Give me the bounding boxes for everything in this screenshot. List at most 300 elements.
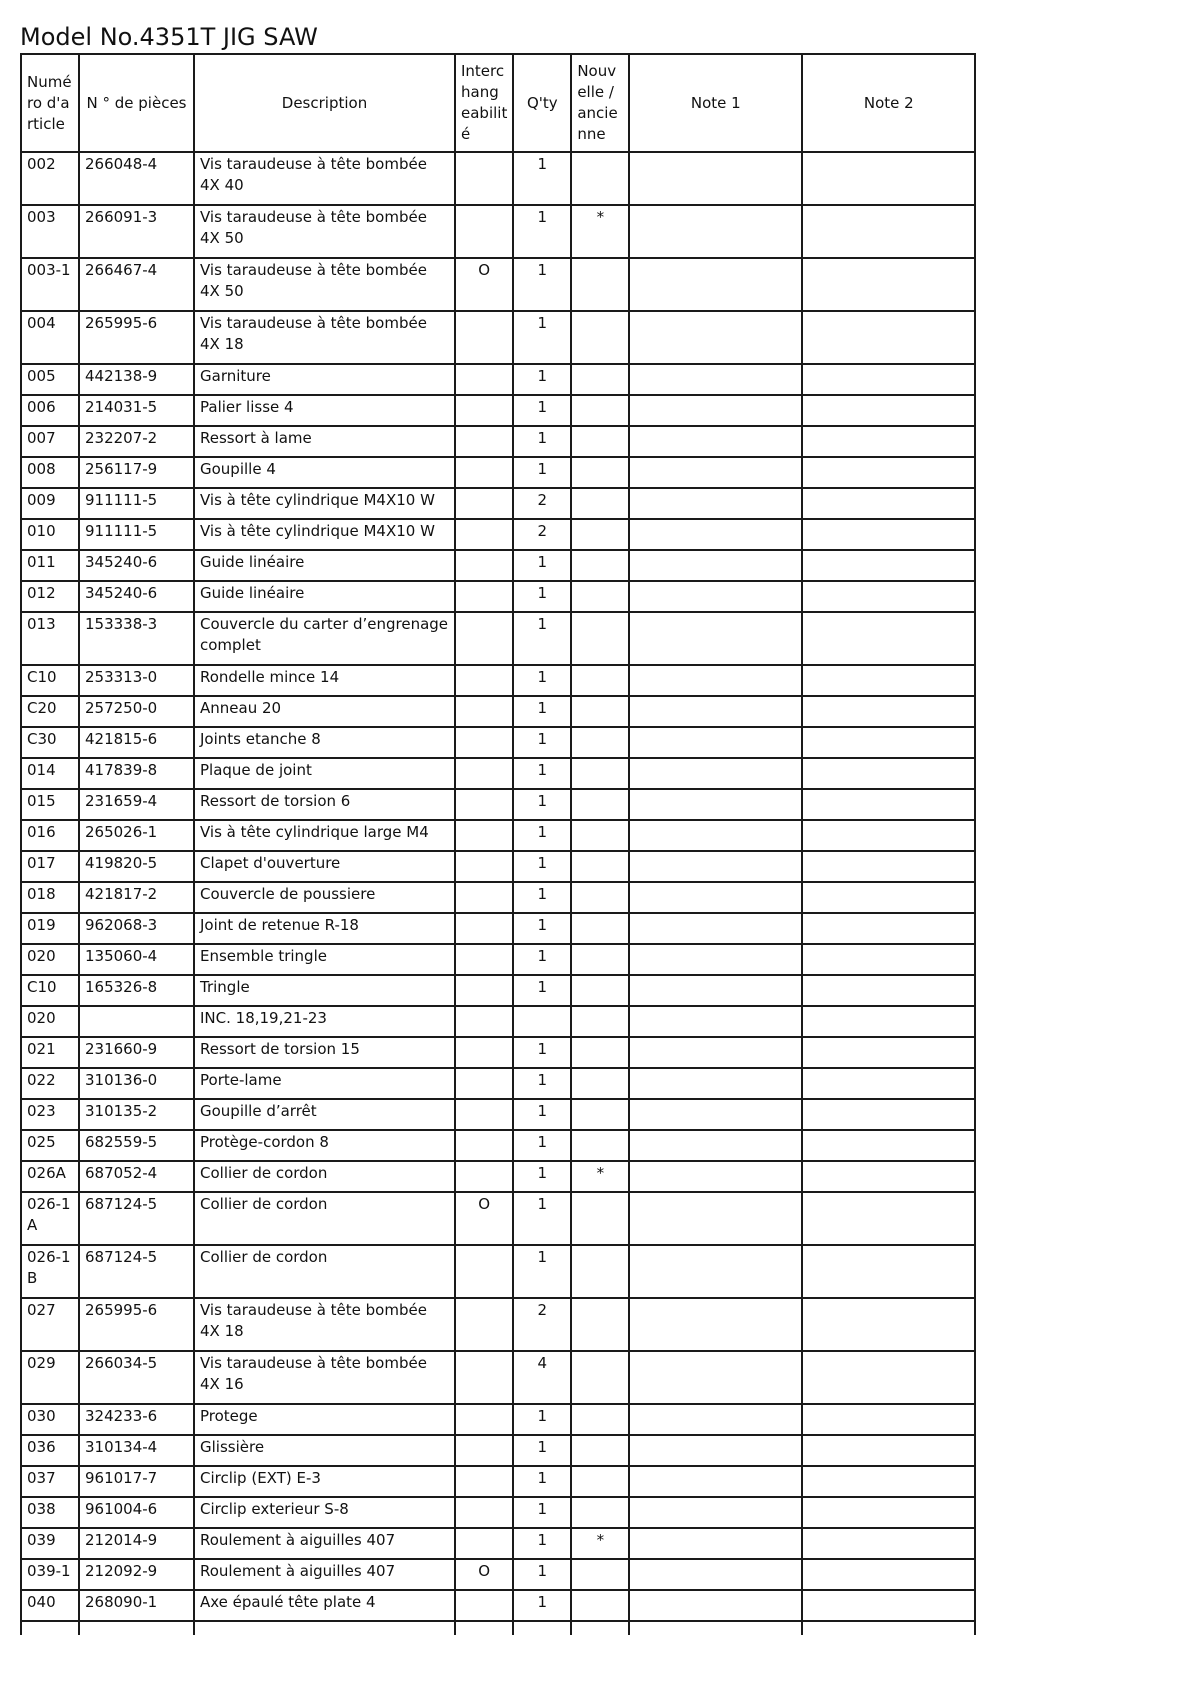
cell-part-number: 266034-5: [79, 1351, 194, 1404]
cell-part-number: 135060-4: [79, 944, 194, 975]
cell-quantity: 1: [513, 550, 571, 581]
cell-interchangeability: [455, 205, 513, 258]
cell-item-number: 037: [21, 1466, 79, 1497]
cell-interchangeability: [455, 311, 513, 364]
cell-note-2: [802, 820, 975, 851]
cell-note-2: [802, 913, 975, 944]
cutoff-cell: [513, 1621, 571, 1635]
cell-item-number: 011: [21, 550, 79, 581]
cell-note-2: [802, 1006, 975, 1037]
cell-new-old: *: [571, 1528, 629, 1559]
cell-new-old: [571, 665, 629, 696]
cell-quantity: 1: [513, 1099, 571, 1130]
cell-item-number: 026-1 B: [21, 1245, 79, 1298]
cell-note-2: [802, 727, 975, 758]
cell-part-number: 442138-9: [79, 364, 194, 395]
cell-item-number: 013: [21, 612, 79, 665]
table-row: [21, 426, 975, 457]
cell-quantity: 2: [513, 488, 571, 519]
cell-interchangeability: [455, 1006, 513, 1037]
cell-description: Tringle: [194, 975, 455, 1006]
cell-note-1: [629, 488, 802, 519]
cell-description: Vis à tête cylindrique M4X10 W: [194, 488, 455, 519]
cell-item-number: 026-1 A: [21, 1192, 79, 1245]
table-row: [21, 665, 975, 696]
cell-interchangeability: [455, 975, 513, 1006]
cell-interchangeability: [455, 789, 513, 820]
cell-description: Rondelle mince 14: [194, 665, 455, 696]
cell-item-number: 016: [21, 820, 79, 851]
cell-interchangeability: [455, 612, 513, 665]
cell-item-number: 005: [21, 364, 79, 395]
cell-note-2: [802, 519, 975, 550]
cell-new-old: [571, 1497, 629, 1528]
cell-quantity: 1: [513, 882, 571, 913]
cell-description: Vis à tête cylindrique M4X10 W: [194, 519, 455, 550]
cell-interchangeability: [455, 1351, 513, 1404]
cell-new-old: [571, 612, 629, 665]
cell-description: Vis taraudeuse à tête bombée 4X 50: [194, 258, 455, 311]
cell-part-number: 961004-6: [79, 1497, 194, 1528]
cell-note-2: [802, 1037, 975, 1068]
cell-note-1: [629, 364, 802, 395]
cell-part-number: 253313-0: [79, 665, 194, 696]
cell-note-1: [629, 1351, 802, 1404]
cell-description: Ressort à lame: [194, 426, 455, 457]
cell-new-old: [571, 488, 629, 519]
cell-note-2: [802, 1528, 975, 1559]
cell-new-old: [571, 851, 629, 882]
cell-part-number: 419820-5: [79, 851, 194, 882]
cell-item-number: 014: [21, 758, 79, 789]
cell-part-number: 265995-6: [79, 311, 194, 364]
cell-part-number: 687124-5: [79, 1245, 194, 1298]
cell-interchangeability: [455, 1528, 513, 1559]
cell-part-number: 687052-4: [79, 1161, 194, 1192]
cell-part-number: 421817-2: [79, 882, 194, 913]
cell-note-1: [629, 975, 802, 1006]
cell-item-number: 039: [21, 1528, 79, 1559]
cell-note-2: [802, 1068, 975, 1099]
table-row: [21, 851, 975, 882]
table-row: [21, 1528, 975, 1559]
cell-new-old: [571, 789, 629, 820]
cell-description: Circlip (EXT) E-3: [194, 1466, 455, 1497]
cell-note-2: [802, 364, 975, 395]
cell-interchangeability: [455, 1245, 513, 1298]
cell-quantity: 1: [513, 395, 571, 426]
cell-note-2: [802, 205, 975, 258]
cell-description: Porte-lame: [194, 1068, 455, 1099]
cell-part-number: 266091-3: [79, 205, 194, 258]
cell-item-number: C20: [21, 696, 79, 727]
cell-quantity: 1: [513, 944, 571, 975]
table-row: [21, 944, 975, 975]
cell-description: Glissière: [194, 1435, 455, 1466]
cell-interchangeability: [455, 944, 513, 975]
cell-part-number: 153338-3: [79, 612, 194, 665]
cell-quantity: 1: [513, 851, 571, 882]
table-row: [21, 1130, 975, 1161]
cell-quantity: 1: [513, 1068, 571, 1099]
cell-part-number: 682559-5: [79, 1130, 194, 1161]
cell-new-old: [571, 944, 629, 975]
cell-part-number: 165326-8: [79, 975, 194, 1006]
cell-note-1: [629, 665, 802, 696]
table-row: [21, 1404, 975, 1435]
cell-quantity: 1: [513, 457, 571, 488]
cutoff-cell: [629, 1621, 802, 1635]
cell-interchangeability: [455, 727, 513, 758]
cell-interchangeability: [455, 152, 513, 205]
cell-new-old: [571, 1192, 629, 1245]
cell-note-1: [629, 205, 802, 258]
page-title: Model No.4351T JIG SAW: [20, 23, 318, 51]
cell-new-old: [571, 1130, 629, 1161]
cell-note-1: [629, 789, 802, 820]
cell-note-1: [629, 1068, 802, 1099]
cell-part-number: 212014-9: [79, 1528, 194, 1559]
cell-new-old: [571, 395, 629, 426]
cell-description: Collier de cordon: [194, 1192, 455, 1245]
cell-interchangeability: [455, 696, 513, 727]
cell-note-2: [802, 758, 975, 789]
cell-quantity: 1: [513, 1130, 571, 1161]
cell-note-1: [629, 550, 802, 581]
cell-note-2: [802, 581, 975, 612]
cell-description: INC. 18,19,21-23: [194, 1006, 455, 1037]
cell-note-2: [802, 457, 975, 488]
cell-new-old: [571, 311, 629, 364]
cell-interchangeability: [455, 1497, 513, 1528]
table-row: [21, 457, 975, 488]
cell-note-2: [802, 789, 975, 820]
cell-note-2: [802, 152, 975, 205]
cell-description: Vis taraudeuse à tête bombée 4X 50: [194, 205, 455, 258]
cell-note-2: [802, 488, 975, 519]
cell-quantity: 1: [513, 975, 571, 1006]
cell-item-number: 003-1: [21, 258, 79, 311]
cell-item-number: 003: [21, 205, 79, 258]
cell-new-old: [571, 581, 629, 612]
cell-quantity: 1: [513, 152, 571, 205]
cell-item-number: 009: [21, 488, 79, 519]
table-row: [21, 612, 975, 665]
cell-item-number: 038: [21, 1497, 79, 1528]
cell-quantity: 1: [513, 258, 571, 311]
table-row: [21, 1298, 975, 1351]
cell-description: Joint de retenue R-18: [194, 913, 455, 944]
cell-part-number: 214031-5: [79, 395, 194, 426]
table-row: [21, 1351, 975, 1404]
table-row: [21, 550, 975, 581]
cell-quantity: 1: [513, 820, 571, 851]
cell-description: Guide linéaire: [194, 550, 455, 581]
cell-new-old: [571, 727, 629, 758]
table-row: [21, 395, 975, 426]
cell-part-number: 265995-6: [79, 1298, 194, 1351]
cell-interchangeability: [455, 851, 513, 882]
cell-quantity: 1: [513, 1435, 571, 1466]
cell-part-number: 266467-4: [79, 258, 194, 311]
cell-quantity: 4: [513, 1351, 571, 1404]
cell-new-old: [571, 1351, 629, 1404]
cutoff-cell: [802, 1621, 975, 1635]
cell-note-1: [629, 1037, 802, 1068]
header-item-number: Numé ro d'a rticle: [21, 54, 79, 152]
cell-new-old: [571, 1099, 629, 1130]
cell-quantity: [513, 1006, 571, 1037]
cell-note-1: [629, 820, 802, 851]
cell-new-old: [571, 152, 629, 205]
cell-quantity: 2: [513, 519, 571, 550]
cell-item-number: 002: [21, 152, 79, 205]
cell-part-number: [79, 1006, 194, 1037]
cell-description: Protege: [194, 1404, 455, 1435]
cell-description: Anneau 20: [194, 696, 455, 727]
cell-item-number: 023: [21, 1099, 79, 1130]
cell-part-number: 911111-5: [79, 519, 194, 550]
cell-item-number: 004: [21, 311, 79, 364]
cutoff-cell: [571, 1621, 629, 1635]
cell-interchangeability: [455, 1037, 513, 1068]
cell-interchangeability: [455, 913, 513, 944]
cutoff-cell: [455, 1621, 513, 1635]
cell-new-old: [571, 1037, 629, 1068]
cell-item-number: 008: [21, 457, 79, 488]
table-row: [21, 152, 975, 205]
cell-note-1: [629, 696, 802, 727]
table-body: [21, 152, 975, 1635]
cell-note-1: [629, 1192, 802, 1245]
cell-interchangeability: [455, 1099, 513, 1130]
cell-interchangeability: [455, 1068, 513, 1099]
cell-quantity: 1: [513, 1161, 571, 1192]
table-row: [21, 1161, 975, 1192]
cell-description: Clapet d'ouverture: [194, 851, 455, 882]
cell-part-number: 961017-7: [79, 1466, 194, 1497]
cell-quantity: 1: [513, 1037, 571, 1068]
cell-quantity: 1: [513, 696, 571, 727]
cell-note-1: [629, 1559, 802, 1590]
cell-new-old: *: [571, 1161, 629, 1192]
cell-quantity: 1: [513, 364, 571, 395]
cell-description: Vis taraudeuse à tête bombée 4X 16: [194, 1351, 455, 1404]
table-row: [21, 488, 975, 519]
cell-item-number: 030: [21, 1404, 79, 1435]
parts-table: [20, 53, 976, 1635]
cell-note-1: [629, 1245, 802, 1298]
cell-note-2: [802, 550, 975, 581]
cell-new-old: [571, 1404, 629, 1435]
cell-note-1: [629, 1099, 802, 1130]
header-interchangeability: Interc hang eabilit é: [455, 54, 513, 152]
cell-description: Goupille d’arrêt: [194, 1099, 455, 1130]
cell-quantity: 1: [513, 1466, 571, 1497]
cell-part-number: 256117-9: [79, 457, 194, 488]
table-row: [21, 820, 975, 851]
cell-new-old: [571, 1245, 629, 1298]
cell-description: Axe épaulé tête plate 4: [194, 1590, 455, 1621]
cell-new-old: [571, 1466, 629, 1497]
cell-new-old: *: [571, 205, 629, 258]
cutoff-cell: [21, 1621, 79, 1635]
table-header-row: [21, 54, 975, 152]
cell-part-number: 231660-9: [79, 1037, 194, 1068]
cell-interchangeability: [455, 550, 513, 581]
cell-item-number: 020: [21, 944, 79, 975]
cell-quantity: 1: [513, 913, 571, 944]
cell-interchangeability: [455, 1130, 513, 1161]
cell-item-number: 007: [21, 426, 79, 457]
cell-item-number: 025: [21, 1130, 79, 1161]
cell-description: Joints etanche 8: [194, 727, 455, 758]
cell-interchangeability: [455, 519, 513, 550]
table-row: [21, 758, 975, 789]
table-row: [21, 311, 975, 364]
cell-note-2: [802, 1435, 975, 1466]
cutoff-cell: [79, 1621, 194, 1635]
cell-interchangeability: [455, 1466, 513, 1497]
cell-note-2: [802, 1590, 975, 1621]
cell-note-2: [802, 612, 975, 665]
cell-item-number: 029: [21, 1351, 79, 1404]
cell-interchangeability: [455, 1435, 513, 1466]
cell-interchangeability: [455, 581, 513, 612]
cell-note-2: [802, 426, 975, 457]
cell-new-old: [571, 975, 629, 1006]
cell-description: Vis taraudeuse à tête bombée 4X 40: [194, 152, 455, 205]
cell-quantity: 1: [513, 205, 571, 258]
cell-quantity: 1: [513, 612, 571, 665]
cell-note-1: [629, 1161, 802, 1192]
cell-part-number: 212092-9: [79, 1559, 194, 1590]
cell-new-old: [571, 820, 629, 851]
cell-interchangeability: [455, 364, 513, 395]
cell-description: Goupille 4: [194, 457, 455, 488]
cell-part-number: 345240-6: [79, 550, 194, 581]
cell-description: Roulement à aiguilles 407: [194, 1559, 455, 1590]
cell-note-1: [629, 1006, 802, 1037]
cell-note-2: [802, 1099, 975, 1130]
cell-part-number: 962068-3: [79, 913, 194, 944]
cell-note-1: [629, 851, 802, 882]
cell-note-1: [629, 1497, 802, 1528]
cell-note-2: [802, 1192, 975, 1245]
cell-note-1: [629, 395, 802, 426]
cell-new-old: [571, 696, 629, 727]
cell-new-old: [571, 758, 629, 789]
cell-note-2: [802, 975, 975, 1006]
cell-quantity: 1: [513, 1245, 571, 1298]
cell-quantity: 1: [513, 1528, 571, 1559]
header-note-2: Note 2: [802, 54, 975, 152]
cell-description: Ensemble tringle: [194, 944, 455, 975]
cell-note-1: [629, 1404, 802, 1435]
cell-part-number: 310134-4: [79, 1435, 194, 1466]
cell-quantity: 1: [513, 1192, 571, 1245]
table-row: [21, 1435, 975, 1466]
cell-item-number: 026A: [21, 1161, 79, 1192]
cell-quantity: 1: [513, 311, 571, 364]
cell-new-old: [571, 457, 629, 488]
cell-interchangeability: [455, 457, 513, 488]
cell-note-2: [802, 258, 975, 311]
cell-description: Vis taraudeuse à tête bombée 4X 18: [194, 1298, 455, 1351]
cell-note-1: [629, 1130, 802, 1161]
cell-note-2: [802, 311, 975, 364]
table-row: [21, 1559, 975, 1590]
table-row-cutoff: [21, 1621, 975, 1635]
cell-note-2: [802, 851, 975, 882]
cell-part-number: 265026-1: [79, 820, 194, 851]
cell-item-number: 039-1: [21, 1559, 79, 1590]
cell-note-2: [802, 1559, 975, 1590]
cell-note-2: [802, 1404, 975, 1435]
cell-quantity: 1: [513, 789, 571, 820]
cell-part-number: 266048-4: [79, 152, 194, 205]
cell-item-number: 010: [21, 519, 79, 550]
cell-interchangeability: [455, 665, 513, 696]
cell-item-number: 022: [21, 1068, 79, 1099]
cell-new-old: [571, 882, 629, 913]
cell-new-old: [571, 426, 629, 457]
cell-item-number: C30: [21, 727, 79, 758]
cell-note-1: [629, 727, 802, 758]
cell-interchangeability: [455, 1404, 513, 1435]
cell-new-old: [571, 550, 629, 581]
cell-note-1: [629, 913, 802, 944]
cell-description: Roulement à aiguilles 407: [194, 1528, 455, 1559]
cell-note-2: [802, 1351, 975, 1404]
table-row: [21, 727, 975, 758]
cell-description: Protège-cordon 8: [194, 1130, 455, 1161]
cell-part-number: 257250-0: [79, 696, 194, 727]
cell-item-number: 006: [21, 395, 79, 426]
table-row: [21, 364, 975, 395]
cell-description: Couvercle de poussiere: [194, 882, 455, 913]
cell-part-number: 417839-8: [79, 758, 194, 789]
cell-part-number: 231659-4: [79, 789, 194, 820]
cell-part-number: 310136-0: [79, 1068, 194, 1099]
header-quantity: Q'ty: [513, 54, 571, 152]
cell-interchangeability: [455, 426, 513, 457]
cell-description: Garniture: [194, 364, 455, 395]
cell-item-number: 012: [21, 581, 79, 612]
cell-interchangeability: [455, 1161, 513, 1192]
table-row: [21, 1590, 975, 1621]
cell-item-number: 027: [21, 1298, 79, 1351]
cell-new-old: [571, 1068, 629, 1099]
cell-note-1: [629, 1528, 802, 1559]
cell-quantity: 1: [513, 1590, 571, 1621]
cell-note-2: [802, 1466, 975, 1497]
cell-note-1: [629, 1590, 802, 1621]
table-row: [21, 1466, 975, 1497]
cell-description: Vis taraudeuse à tête bombée 4X 18: [194, 311, 455, 364]
cell-note-2: [802, 1245, 975, 1298]
table-row: [21, 1497, 975, 1528]
table-row: [21, 1099, 975, 1130]
cell-item-number: 036: [21, 1435, 79, 1466]
table-row: [21, 1245, 975, 1298]
cell-new-old: [571, 1006, 629, 1037]
table-row: [21, 1068, 975, 1099]
cell-note-2: [802, 1298, 975, 1351]
header-part-number: N ° de pièces: [79, 54, 194, 152]
cell-new-old: [571, 1590, 629, 1621]
table-row: [21, 789, 975, 820]
